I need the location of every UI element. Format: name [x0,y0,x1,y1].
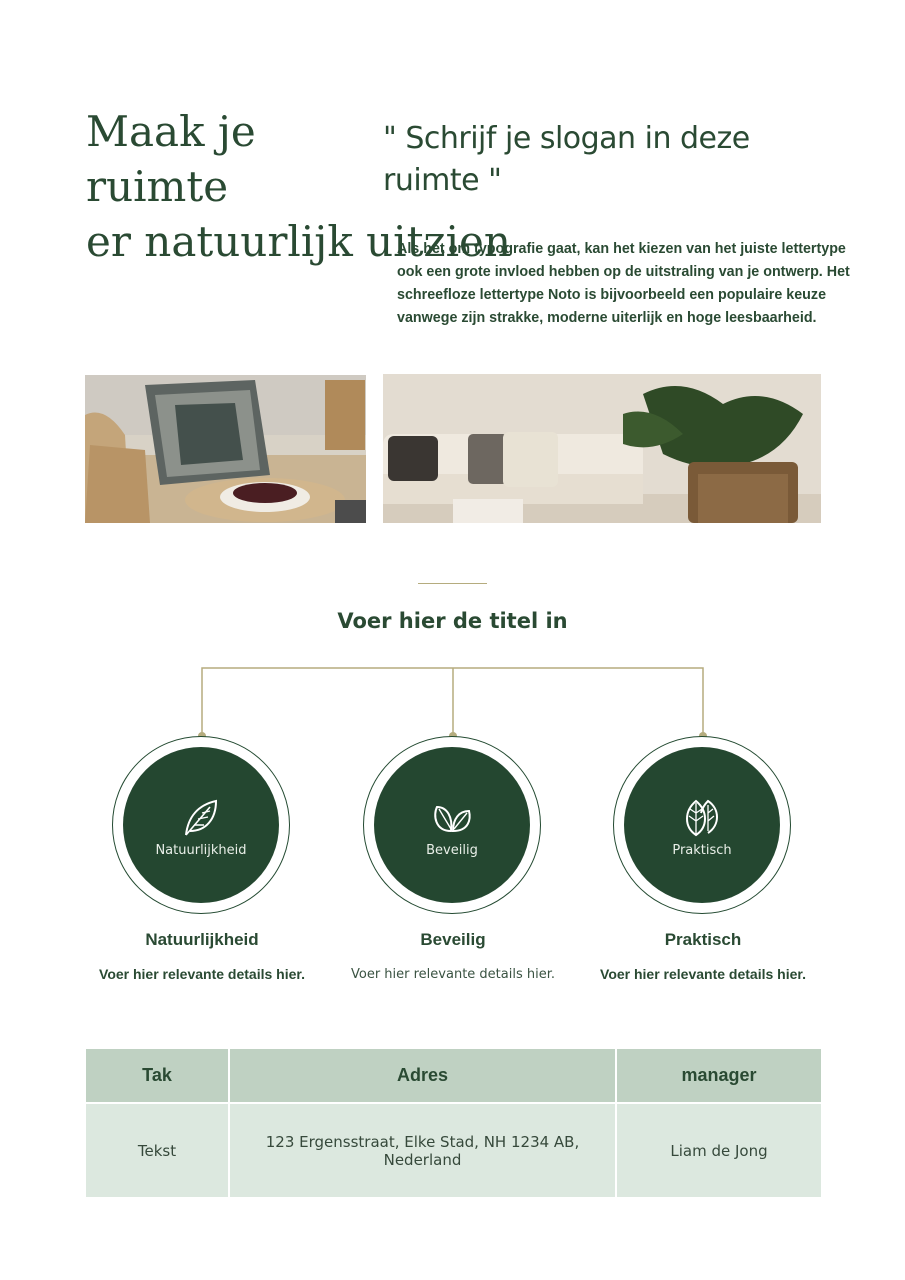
feature-disc [624,747,780,903]
table-header-adres: Adres [229,1049,616,1103]
feature-title: Praktisch [664,930,742,949]
table-row [86,1103,821,1197]
interior-photo-sofa [383,374,821,523]
feature-disc [123,747,279,903]
section-divider [418,583,487,584]
feature-description: Voer hier relevante details hier. [350,967,555,982]
headline-line-3: er natuurlijk uitzien [86,217,511,266]
feature-description: Voer hier relevante details hier. [99,966,305,982]
table-header-tak: Tak [86,1049,229,1103]
feature-disc [374,747,530,903]
headline-line-2: ruimte [86,162,229,211]
table-cell-tak: Tekst [86,1103,229,1197]
slogan: " Schrijf je slogan in deze ruimte " [383,121,750,198]
feature-disc-label: Natuurlijkheid [155,843,247,858]
headline-line-1: Maak je [86,107,256,156]
feature-description: Voer hier relevante details hier. [600,966,806,982]
feature-disc-label: Praktisch [672,843,732,858]
intro-paragraph: Als het om typografie gaat, kan het kiezen van het juiste lettertype ook een grote invloed hebben op de uitstraling van je ontwerp. Het schreefloze lettertype Noto is bijvoorbeeld een populaire keuze vanwege zijn strakke, moderne uiterlijk en hoge leesbaarheid. [397,241,850,326]
branch-table [86,1049,821,1197]
double-leaf-icon [681,797,723,839]
table-header-row [86,1049,821,1103]
section-title: Voer hier de titel in [337,609,568,633]
feature-title: Natuurlijkheid [145,930,259,949]
feature-disc-label: Beveilig [426,843,478,858]
feature-title: Beveilig [420,930,486,949]
leaf-icon [180,797,222,839]
interior-photo-cushions [85,375,366,523]
two-leaves-icon [431,797,473,839]
table-header-manager: manager [616,1049,821,1103]
table-cell-adres: 123 Ergensstraat, Elke Stad, NH 1234 AB, Nederland [229,1103,616,1197]
table-cell-manager: Liam de Jong [616,1103,821,1197]
